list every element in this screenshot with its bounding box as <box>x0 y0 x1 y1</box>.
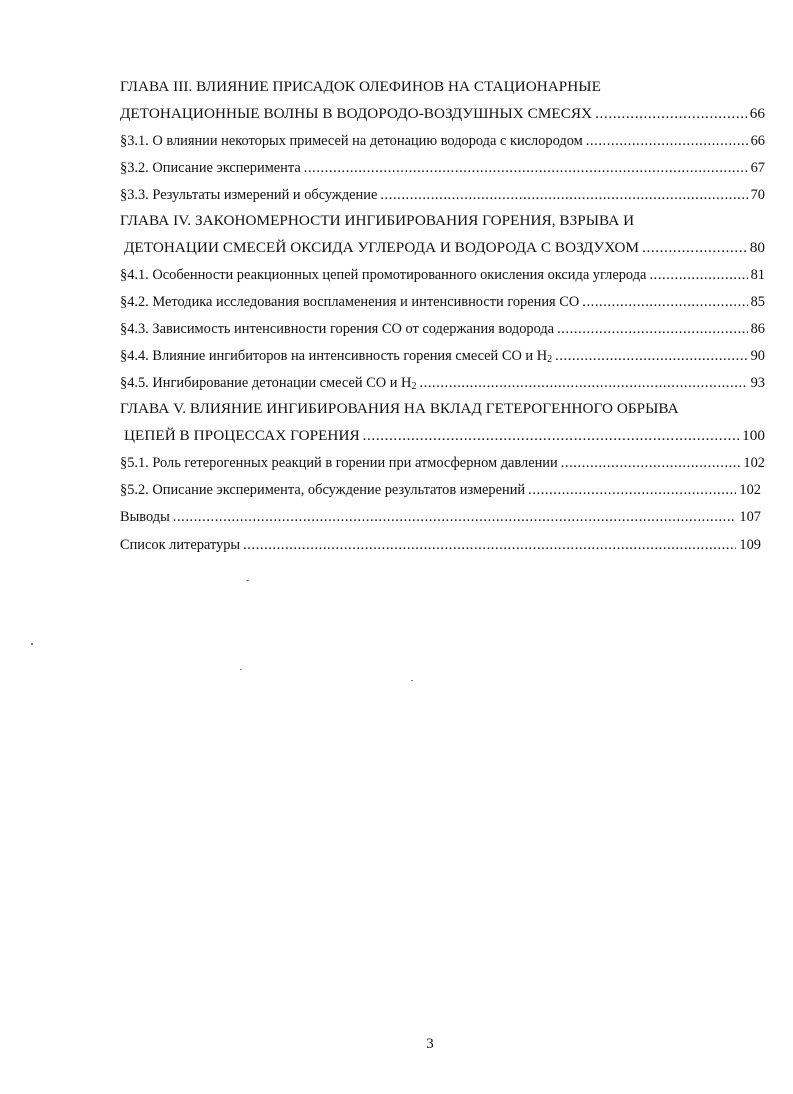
toc-page-number: 102 <box>743 455 765 471</box>
toc-chapter-3-line-1 <box>120 76 601 98</box>
toc-leader-dots <box>304 157 748 179</box>
toc-leader-dots <box>595 103 747 125</box>
toc-chapter-4-line-1 <box>120 210 634 232</box>
toc-chapter-3-title-2: ДЕТОНАЦИОННЫЕ ВОЛНЫ В ВОДОРОДО-ВОЗДУШНЫХ СМЕСЯХ <box>120 105 593 122</box>
toc-entry-title: §5.1. Роль гетерогенных реакций в горении при атмосферном давлении <box>120 455 558 471</box>
toc-chapter-4-title-2: ДЕТОНАЦИИ СМЕСЕЙ ОКСИДА УГЛЕРОДА И ВОДОРОДА С ВОЗДУХОМ <box>124 239 640 256</box>
toc-page-number: 100 <box>742 427 765 444</box>
toc-leader-dots <box>243 534 736 556</box>
toc-page-number: 90 <box>750 348 765 364</box>
toc-leader-dots <box>586 130 748 152</box>
scan-speck <box>240 669 242 670</box>
toc-entry-3-2 <box>120 157 765 179</box>
toc-chapter-5-title-1: ГЛАВА V. ВЛИЯНИЕ ИНГИБИРОВАНИЯ НА ВКЛАД ГЕТЕРОГЕННОГО ОБРЫВА <box>120 400 679 417</box>
toc-page-number: 66 <box>749 105 765 122</box>
toc-entry-4-4 <box>120 345 765 367</box>
toc-entry-bibliography <box>120 534 761 556</box>
toc-entry-title <box>120 372 416 394</box>
toc-chapter-5-line-1 <box>120 398 679 420</box>
toc-leader-dots <box>363 425 739 447</box>
page-number: 3 <box>426 1036 434 1052</box>
toc-entry-5-1 <box>120 452 765 474</box>
toc-leader-dots <box>642 237 747 259</box>
toc-leader-dots <box>555 345 747 367</box>
toc-entry-3-3 <box>120 184 765 206</box>
toc-entry-title: §4.2. Методика исследования воспламенения и интенсивности горения СО <box>120 294 580 310</box>
subscript-2: 2 <box>547 354 553 365</box>
scan-speck <box>411 680 413 681</box>
toc-entry-title: §3.2. Описание эксперимента <box>120 160 301 176</box>
toc-entry-title-text: §4.4. Влияние ингибиторов на интенсивность горения смесей СО и Н <box>120 348 548 364</box>
toc-leader-dots <box>561 452 741 474</box>
toc-page-number: 81 <box>750 267 765 283</box>
toc-entry-3-1 <box>120 130 765 152</box>
toc-entry-4-2 <box>120 291 765 313</box>
toc-leader-dots <box>173 506 737 528</box>
toc-entry-4-3 <box>120 318 765 340</box>
toc-entry-conclusions <box>120 506 761 528</box>
toc-leader-dots <box>380 184 747 206</box>
toc-entry-title: Выводы <box>120 509 170 525</box>
toc-chapter-5-line-2 <box>124 425 765 447</box>
toc-chapter-4-line-2 <box>124 237 765 259</box>
toc-leader-dots <box>528 479 736 501</box>
toc-leader-dots <box>649 264 747 286</box>
toc-chapter-3-title-1: ГЛАВА III. ВЛИЯНИЕ ПРИСАДОК ОЛЕФИНОВ НА СТАЦИОНАРНЫЕ <box>120 78 601 95</box>
toc-entry-title: §3.1. О влиянии некоторых примесей на детонацию водорода с кислородом <box>120 133 583 149</box>
toc-page-number: 93 <box>750 375 765 391</box>
toc-chapter-4-title-1: ГЛАВА IV. ЗАКОНОМЕРНОСТИ ИНГИБИРОВАНИЯ ГОРЕНИЯ, ВЗРЫВА И <box>120 212 635 229</box>
toc-entry-title: §5.2. Описание эксперимента, обсуждение результатов измерений <box>120 482 526 498</box>
toc-chapter-5-title-2: ЦЕПЕЙ В ПРОЦЕССАХ ГОРЕНИЯ <box>124 427 360 444</box>
scan-speck <box>246 580 249 581</box>
toc-entry-title: §3.3. Результаты измерений и обсуждение <box>120 187 378 203</box>
scan-speck <box>31 643 33 645</box>
toc-entry-title <box>120 345 552 367</box>
toc-page-number: 85 <box>750 294 765 310</box>
toc-page-number: 102 <box>739 482 761 498</box>
toc-page-number: 86 <box>750 321 765 337</box>
toc-page-number: 107 <box>739 509 761 525</box>
toc-leader-dots <box>582 291 747 313</box>
toc-leader-dots <box>557 318 748 340</box>
toc-page-number: 66 <box>750 133 765 149</box>
toc-chapter-3-line-2 <box>120 103 765 125</box>
toc-entry-4-1 <box>120 264 765 286</box>
toc-entry-title: §4.3. Зависимость интенсивности горения СО от содержания водорода <box>120 321 555 337</box>
toc-page-number: 80 <box>749 239 765 256</box>
toc-entry-title: Список литературы <box>120 537 241 553</box>
toc-entry-4-5 <box>120 372 765 394</box>
toc-page-number: 67 <box>750 160 765 176</box>
toc-entry-title: §4.1. Особенности реакционных цепей промотированного окисления оксида углерода <box>120 267 647 283</box>
toc-entry-5-2 <box>120 479 761 501</box>
subscript-2: 2 <box>411 381 417 392</box>
toc-page-number: 109 <box>739 537 761 553</box>
toc-entry-title-text: §4.5. Ингибирование детонации смесей СО и Н <box>120 375 412 391</box>
toc-leader-dots <box>419 372 747 394</box>
toc-page-number: 70 <box>750 187 765 203</box>
